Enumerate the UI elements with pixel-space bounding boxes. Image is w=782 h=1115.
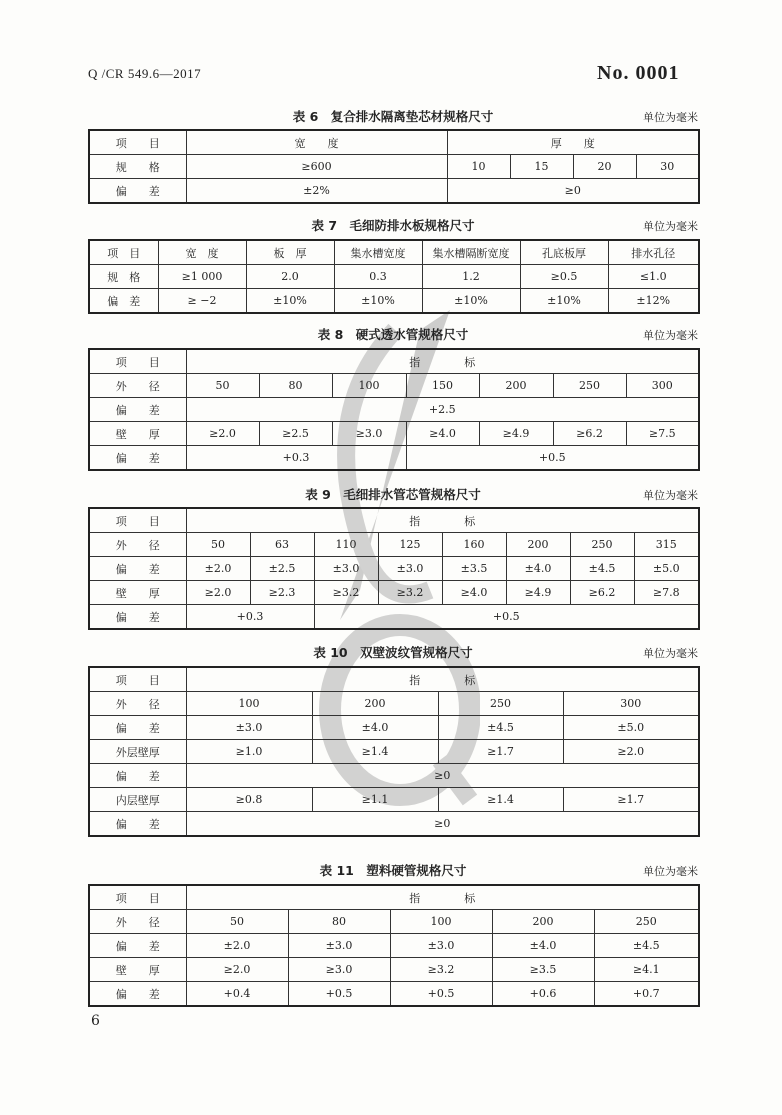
table-cell: 200 <box>479 374 553 398</box>
table-row <box>89 740 699 764</box>
table-row <box>89 692 699 716</box>
table-cell: 63 <box>250 533 314 557</box>
header-cell: 指 标 <box>186 508 699 533</box>
table-cell: 250 <box>553 374 626 398</box>
table-cell: 200 <box>312 692 438 716</box>
table-cell: ±3.0 <box>314 557 378 581</box>
table-cell: ±4.5 <box>570 557 634 581</box>
table11-title: 表 11 塑料硬管规格尺寸 <box>319 863 467 878</box>
table-cell: ±2.0 <box>186 557 250 581</box>
table-cell: ≥2.5 <box>259 422 332 446</box>
table-cell: 15 <box>510 155 573 179</box>
header-cell: 指 标 <box>186 667 699 692</box>
table7-caption-row <box>88 215 698 235</box>
table-cell: ≥1.7 <box>438 740 563 764</box>
document-code: Q /CR 549.6—2017 <box>88 66 202 81</box>
table-cell: +0.6 <box>492 982 594 1007</box>
table-cell: ≥0.5 <box>520 265 608 289</box>
table-cell: ≥1.4 <box>438 788 563 812</box>
table-cell: +0.5 <box>288 982 390 1007</box>
table-cell: +0.5 <box>390 982 492 1007</box>
table-cell: ±10% <box>246 289 334 314</box>
table11-unit: 单位为毫米 <box>643 865 698 878</box>
table-cell: ≥7.5 <box>626 422 699 446</box>
table-cell: ≥4.0 <box>442 581 506 605</box>
table-row <box>89 716 699 740</box>
serial-number: No. 0001 <box>597 62 680 84</box>
row-label: 偏 差 <box>89 557 186 581</box>
table-cell: +2.5 <box>186 398 699 422</box>
table-row <box>89 788 699 812</box>
table7 <box>88 239 700 314</box>
table-cell: ≥1.4 <box>312 740 438 764</box>
table-cell: ≥2.0 <box>186 958 288 982</box>
table-cell: 10 <box>447 155 510 179</box>
table-row <box>89 557 699 581</box>
table6-caption-row <box>88 106 698 126</box>
table-cell: 1.2 <box>422 265 520 289</box>
table-cell: 20 <box>573 155 636 179</box>
table-cell: ≥2.0 <box>563 740 699 764</box>
table-cell: ≥1.1 <box>312 788 438 812</box>
table-cell: 30 <box>636 155 699 179</box>
table-cell: +0.3 <box>186 446 406 471</box>
table-cell: 100 <box>390 910 492 934</box>
header-cell: 指 标 <box>186 885 699 910</box>
table-cell: ±4.0 <box>506 557 570 581</box>
table-cell: ≥3.2 <box>314 581 378 605</box>
table-row <box>89 934 699 958</box>
table-cell: ≥0 <box>186 764 699 788</box>
table-row <box>89 958 699 982</box>
row-label: 壁 厚 <box>89 958 186 982</box>
table-row <box>89 764 699 788</box>
header-cell: 集水槽隔断宽度 <box>422 240 520 265</box>
table9-caption-row <box>88 484 698 504</box>
table-cell: ±10% <box>520 289 608 314</box>
table-cell: ±5.0 <box>634 557 699 581</box>
row-label: 偏 差 <box>89 716 186 740</box>
table-cell: ±4.0 <box>492 934 594 958</box>
table-cell: ±2% <box>186 179 447 204</box>
header-cell: 宽 度 <box>158 240 246 265</box>
table-cell: 160 <box>442 533 506 557</box>
table7-unit: 单位为毫米 <box>643 220 698 233</box>
header-cell: 项 目 <box>89 508 186 533</box>
table-cell: ≥3.2 <box>390 958 492 982</box>
row-label: 内层壁厚 <box>89 788 186 812</box>
header-cell: 指 标 <box>186 349 699 374</box>
row-label: 外层壁厚 <box>89 740 186 764</box>
table-row <box>89 446 699 471</box>
row-label: 外 径 <box>89 374 186 398</box>
table-cell: 300 <box>563 692 699 716</box>
table-row <box>89 910 699 934</box>
row-label: 偏 差 <box>89 446 186 471</box>
table-cell: 100 <box>332 374 406 398</box>
table9-unit: 单位为毫米 <box>643 489 698 502</box>
table-cell: ≥2.0 <box>186 581 250 605</box>
table-row <box>89 605 699 630</box>
table-cell: ≥1.7 <box>563 788 699 812</box>
table-cell: +0.4 <box>186 982 288 1007</box>
table-row <box>89 179 699 204</box>
table-cell: 300 <box>626 374 699 398</box>
table-row <box>89 155 699 179</box>
table-cell: +0.7 <box>594 982 699 1007</box>
table6-title: 表 6 复合排水隔离垫芯材规格尺寸 <box>292 109 494 124</box>
table-cell: ≥4.0 <box>406 422 479 446</box>
table10 <box>88 666 700 837</box>
row-label: 偏 差 <box>89 398 186 422</box>
table-cell: ≥3.5 <box>492 958 594 982</box>
table-row <box>89 289 699 314</box>
table9 <box>88 507 700 630</box>
table-cell: ±4.0 <box>312 716 438 740</box>
table-row <box>89 265 699 289</box>
header-cell: 项 目 <box>89 667 186 692</box>
table-cell: ≥0 <box>186 812 699 837</box>
table-row <box>89 533 699 557</box>
table-row <box>89 667 699 692</box>
header-cell: 厚 度 <box>447 130 699 155</box>
table-cell: 100 <box>186 692 312 716</box>
table-cell: 50 <box>186 533 250 557</box>
table-cell: ≥6.2 <box>553 422 626 446</box>
table-cell: 50 <box>186 910 288 934</box>
table-row <box>89 812 699 837</box>
table-row <box>89 885 699 910</box>
table-cell: ±3.5 <box>442 557 506 581</box>
table-cell: ≥3.2 <box>378 581 442 605</box>
table-cell: ±10% <box>422 289 520 314</box>
table8-title: 表 8 硬式透水管规格尺寸 <box>317 327 469 342</box>
header-cell: 排水孔径 <box>608 240 699 265</box>
table-cell: ≥3.0 <box>288 958 390 982</box>
table-cell: ±3.0 <box>288 934 390 958</box>
row-label: 外 径 <box>89 692 186 716</box>
table-cell: 150 <box>406 374 479 398</box>
table6-unit: 单位为毫米 <box>643 111 698 124</box>
table-row <box>89 982 699 1007</box>
table-cell: 125 <box>378 533 442 557</box>
row-label: 偏 差 <box>89 605 186 630</box>
table-cell: ≥4.9 <box>479 422 553 446</box>
row-label: 外 径 <box>89 533 186 557</box>
header-cell: 项 目 <box>89 130 186 155</box>
table-row <box>89 581 699 605</box>
table-row <box>89 508 699 533</box>
table-cell: ≥0.8 <box>186 788 312 812</box>
table-cell: ±2.5 <box>250 557 314 581</box>
row-label: 偏 差 <box>89 764 186 788</box>
table-row <box>89 349 699 374</box>
table-cell: 200 <box>492 910 594 934</box>
page-number: 6 <box>91 1013 100 1029</box>
table10-title: 表 10 双壁波纹管规格尺寸 <box>313 645 473 660</box>
table-cell: ≥2.3 <box>250 581 314 605</box>
table-row <box>89 398 699 422</box>
table-cell: 110 <box>314 533 378 557</box>
header-cell: 孔底板厚 <box>520 240 608 265</box>
row-label: 偏 差 <box>89 982 186 1007</box>
table-cell: ≥1.0 <box>186 740 312 764</box>
row-label: 规 格 <box>89 265 158 289</box>
table-cell: ±10% <box>334 289 422 314</box>
table8-unit: 单位为毫米 <box>643 329 698 342</box>
table11 <box>88 884 700 1007</box>
table-cell: ≥3.0 <box>332 422 406 446</box>
table-cell: 2.0 <box>246 265 334 289</box>
table10-caption-row <box>88 642 698 662</box>
header-cell: 项 目 <box>89 240 158 265</box>
row-label: 偏 差 <box>89 934 186 958</box>
table-row <box>89 422 699 446</box>
table8-caption-row <box>88 324 698 344</box>
row-label: 规 格 <box>89 155 186 179</box>
row-label: 壁 厚 <box>89 422 186 446</box>
row-label: 偏 差 <box>89 179 186 204</box>
table-cell: ±3.0 <box>390 934 492 958</box>
table8 <box>88 348 700 471</box>
table-cell: ≥6.2 <box>570 581 634 605</box>
table-cell: 315 <box>634 533 699 557</box>
table-cell: 80 <box>259 374 332 398</box>
table-cell: ≥600 <box>186 155 447 179</box>
table-cell: ≥4.1 <box>594 958 699 982</box>
table-cell: ≤1.0 <box>608 265 699 289</box>
header-cell: 板 厚 <box>246 240 334 265</box>
table-cell: +0.5 <box>314 605 699 630</box>
header-cell: 项 目 <box>89 349 186 374</box>
table-cell: 250 <box>438 692 563 716</box>
table-cell: ≥0 <box>447 179 699 204</box>
table-cell: ≥7.8 <box>634 581 699 605</box>
table-cell: 50 <box>186 374 259 398</box>
table-cell: ±3.0 <box>186 716 312 740</box>
table-cell: ±2.0 <box>186 934 288 958</box>
table11-caption-row <box>88 860 698 880</box>
header-cell: 项 目 <box>89 885 186 910</box>
header-cell: 集水槽宽度 <box>334 240 422 265</box>
table-cell: ±5.0 <box>563 716 699 740</box>
table-row <box>89 374 699 398</box>
header-cell: 宽 度 <box>186 130 447 155</box>
row-label: 偏 差 <box>89 289 158 314</box>
table10-unit: 单位为毫米 <box>643 647 698 660</box>
table-cell: 250 <box>570 533 634 557</box>
table-cell: ≥4.9 <box>506 581 570 605</box>
table7-title: 表 7 毛细防排水板规格尺寸 <box>311 218 475 233</box>
row-label: 外 径 <box>89 910 186 934</box>
row-label: 壁 厚 <box>89 581 186 605</box>
table-cell: ≥1 000 <box>158 265 246 289</box>
table-cell: 0.3 <box>334 265 422 289</box>
table6 <box>88 129 700 204</box>
table-cell: ±4.5 <box>438 716 563 740</box>
table-cell: ≥2.0 <box>186 422 259 446</box>
table-cell: 80 <box>288 910 390 934</box>
table-cell: +0.3 <box>186 605 314 630</box>
table-cell: ±12% <box>608 289 699 314</box>
table-cell: ±3.0 <box>378 557 442 581</box>
table-cell: 200 <box>506 533 570 557</box>
table-cell: ±4.5 <box>594 934 699 958</box>
table-row <box>89 240 699 265</box>
table-cell: +0.5 <box>406 446 699 471</box>
table-row <box>89 130 699 155</box>
table-cell: ≥ −2 <box>158 289 246 314</box>
table9-title: 表 9 毛细排水管芯管规格尺寸 <box>305 487 481 502</box>
row-label: 偏 差 <box>89 812 186 837</box>
table-cell: 250 <box>594 910 699 934</box>
